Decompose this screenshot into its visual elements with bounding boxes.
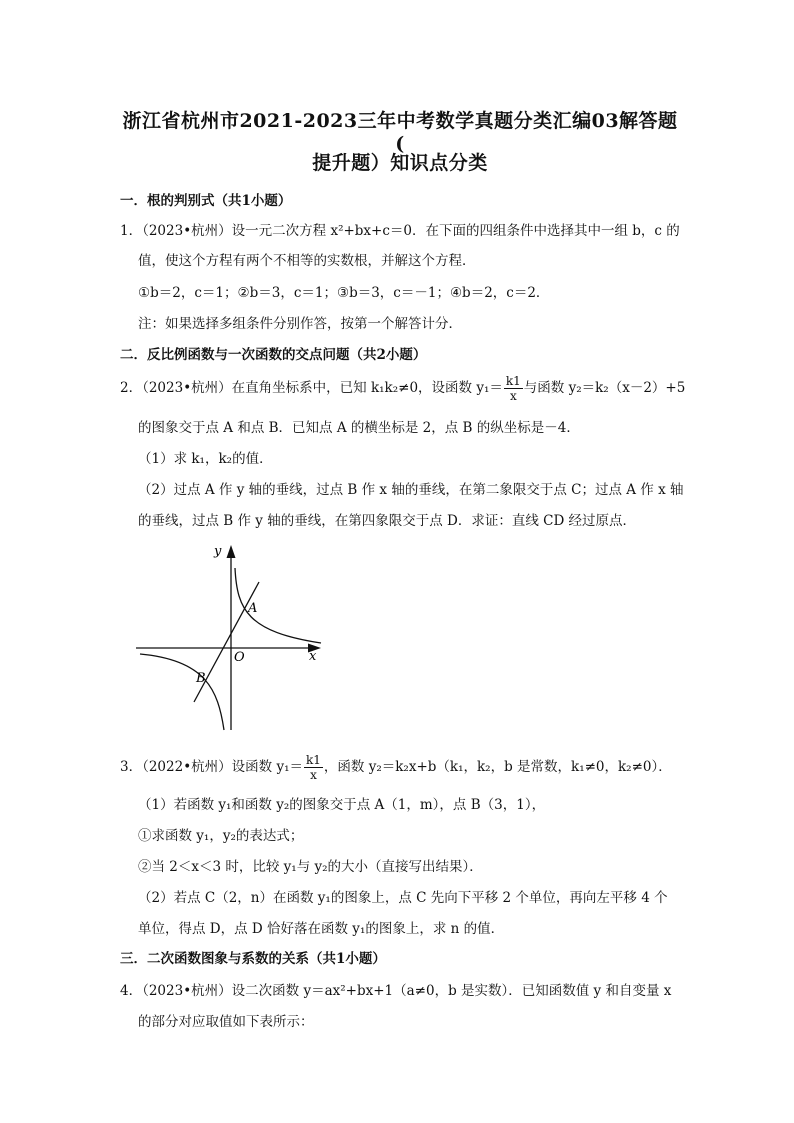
- section-heading-1: 一．根的判别式（共1小题）: [120, 193, 292, 209]
- question-3-line-1: [120, 753, 672, 782]
- question-3-part-1-sub-2: ②当 2＜x＜3 时，比较 y₁与 y₂的大小（直接写出结果）．: [138, 859, 483, 875]
- question-1-line-1: 1．（2023•杭州）设一元二次方程 x²+bx+c＝0．在下面的四组条件中选择其中一组 b，c 的: [120, 223, 680, 239]
- question-3-line-1-prefix: 3．（2022•杭州）设函数 y₁＝: [120, 759, 303, 775]
- coordinate-graph-figure: [136, 540, 330, 734]
- question-2-line-1-prefix: 2．（2023•杭州）在直角坐标系中，已知 k₁k₂≠0，设函数 y₁＝: [120, 380, 503, 396]
- fraction-numerator: k1: [306, 753, 321, 767]
- point-a-label: A: [248, 601, 258, 616]
- question-3-part-2: （2）若点 C（2，n）在函数 y₁的图象上，点 C 先向下平移 2 个单位，再向左平移 4 个: [138, 890, 668, 906]
- document-title-line-1: 浙江省杭州市2021-2023三年中考数学真题分类汇编03解答题(: [122, 110, 678, 155]
- question-2-line-1: [120, 374, 685, 403]
- question-4-line-2: 的部分对应取值如下表所示：: [138, 1014, 314, 1030]
- origin-label: O: [234, 650, 245, 665]
- point-b-label: B: [196, 671, 206, 686]
- fraction-numerator: k1: [505, 374, 521, 388]
- question-2-line-1-suffix: 与函数 y₂＝k₂（x－2）+5: [523, 380, 686, 396]
- x-axis-label: x: [309, 649, 317, 664]
- fraction-denominator: x: [310, 768, 317, 782]
- question-2-part-2: （2）过点 A 作 y 轴的垂线，过点 B 作 x 轴的垂线，在第二象限交于点 C；过点 A 作 x 轴: [138, 482, 684, 498]
- fraction-k1-over-x: [504, 374, 523, 403]
- fraction-k1-over-x: [304, 753, 323, 782]
- document-title-line-2: 提升题）知识点分类: [312, 152, 488, 174]
- fraction-denominator: x: [509, 389, 517, 403]
- question-3-line-1-suffix: ，函数 y₂＝k₂x+b（k₁，k₂，b 是常数，k₁≠0，k₂≠0）．: [323, 759, 672, 775]
- question-2-part-1: （1）求 k₁，k₂的值．: [138, 451, 273, 467]
- y-axis-arrow: [227, 545, 236, 558]
- question-2-part-2-cont: 的垂线，过点 B 作 y 轴的垂线，在第四象限交于点 D．求证：直线 CD 经过原点．: [138, 513, 637, 529]
- question-3-part-2-cont: 单位，得点 D，点 D 恰好落在函数 y₁的图象上，求 n 的值．: [138, 921, 505, 937]
- section-heading-3: 三．二次函数图象与系数的关系（共1小题）: [120, 951, 386, 967]
- question-1-options: ①b＝2，c＝1；②b＝3，c＝1；③b＝3，c＝－1；④b＝2，c＝2．: [138, 285, 550, 301]
- question-1-note: 注：如果选择多组条件分别作答，按第一个解答计分．: [138, 316, 462, 332]
- question-1-line-2: 值，使这个方程有两个不相等的实数根，并解这个方程．: [138, 253, 476, 269]
- question-3-part-1-sub-1: ①求函数 y₁，y₂的表达式；: [138, 828, 304, 844]
- question-2-line-2: 的图象交于点 A 和点 B．已知点 A 的横坐标是 2，点 B 的纵坐标是－4．: [138, 420, 580, 436]
- y-axis-label: y: [214, 544, 222, 559]
- question-3-part-1: （1）若函数 y₁和函数 y₂的图象交于点 A（1，m），点 B（3，1），: [138, 797, 546, 813]
- section-heading-2: 二．反比例函数与一次函数的交点问题（共2小题）: [120, 347, 427, 363]
- question-4-line-1: 4．（2023•杭州）设二次函数 y＝ax²+bx+1（a≠0，b 是实数）．已知函数值 y 和自变量 x: [120, 983, 672, 999]
- hyperbola-branch-third-quadrant: [140, 654, 224, 730]
